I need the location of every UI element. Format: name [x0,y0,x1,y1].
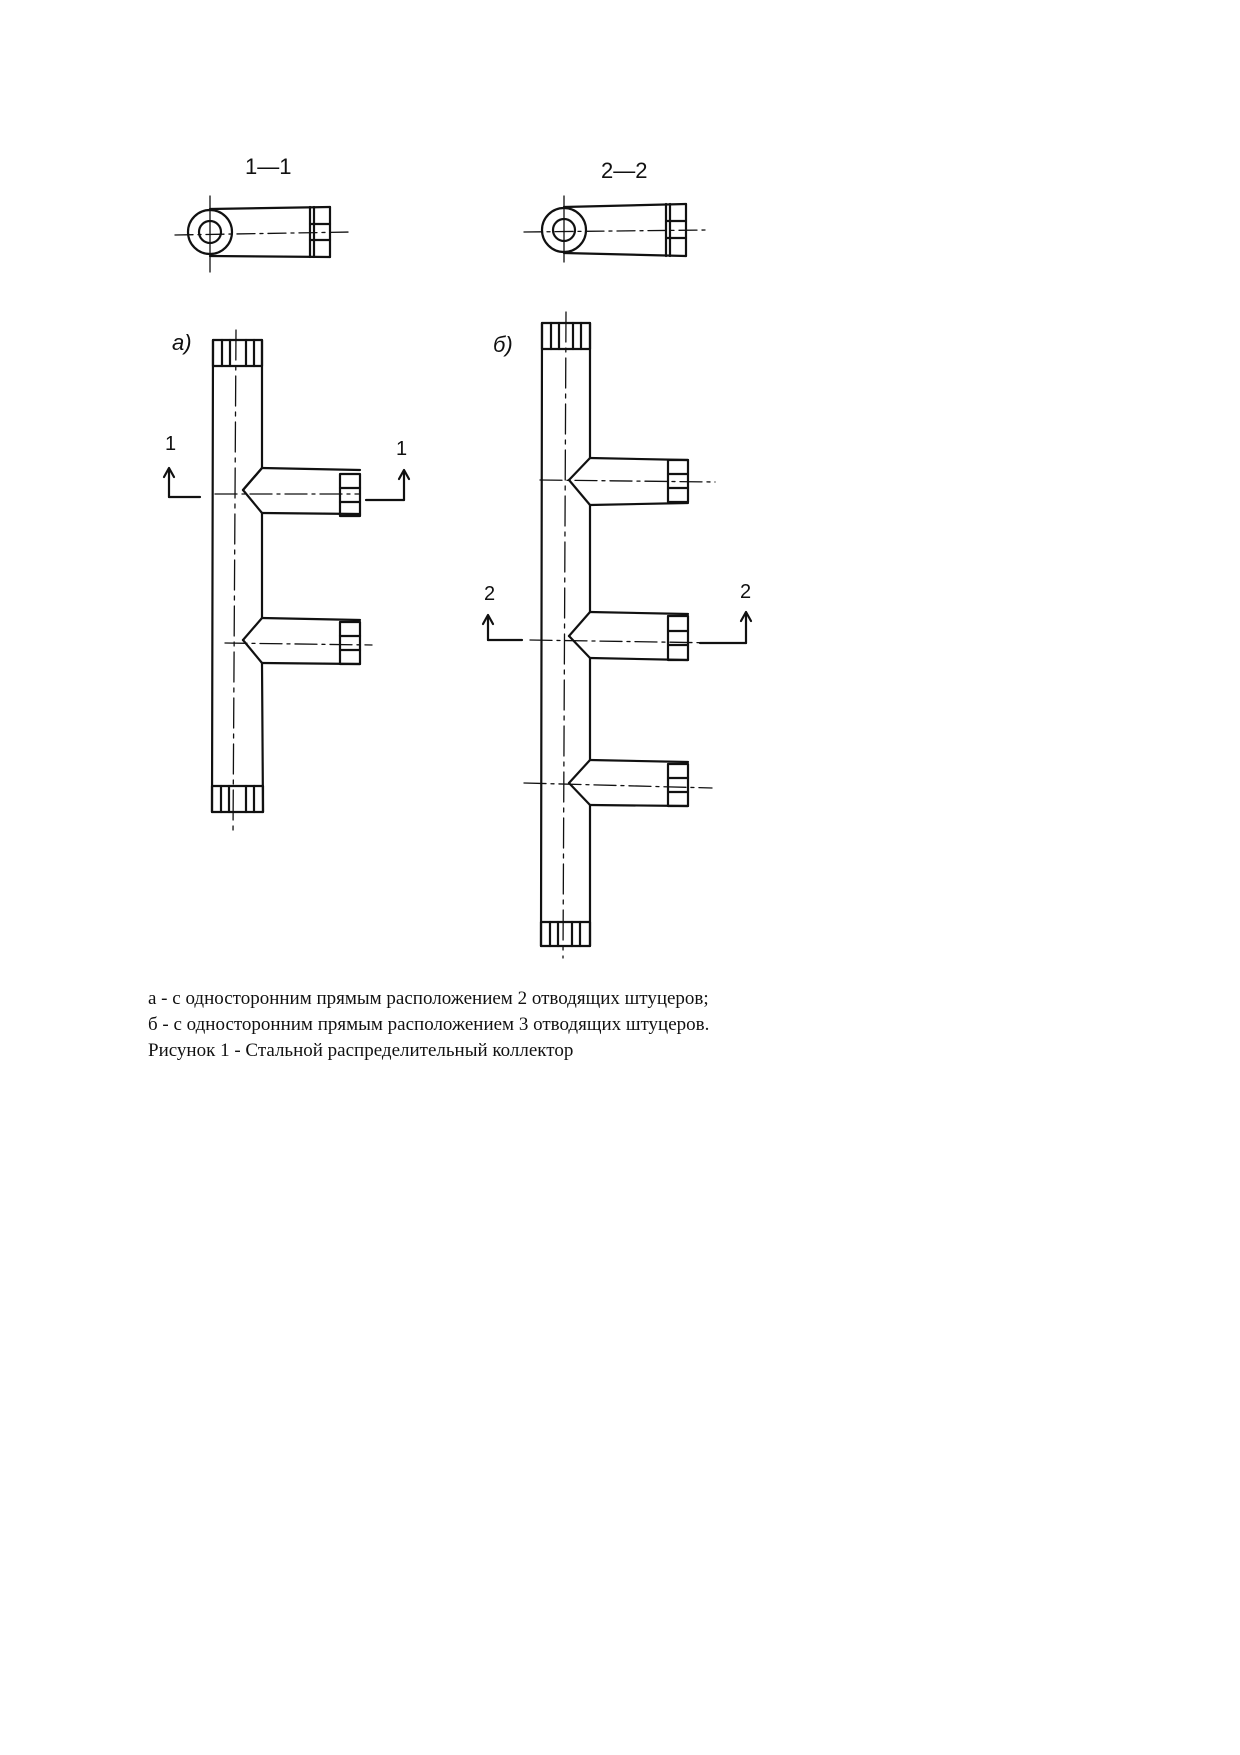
variant-b-pipe-left-wall [541,323,542,946]
cut-line-2-2 [483,612,751,643]
cut-line-1-1 [164,468,409,500]
variant-b-branch-3 [569,760,688,806]
cut-1-right-label: 1 [396,438,408,460]
figure-title: Рисунок 1 - Стальной распределительный коллектор [148,1040,574,1061]
cut-2-right-label: 2 [740,581,752,603]
variant-a-branch-2-thread [340,622,360,664]
variant-a-branch-1-top-wall [262,468,360,470]
variant-b-label: б) [493,332,513,357]
section-1-1-center-axis [175,232,352,235]
variant-b-vertical-axis [563,312,566,958]
variant-b-branch-3-thread [668,764,688,806]
variant-b-collector [483,312,751,958]
variant-a-branch-1-cone [243,468,262,490]
cut-2-axis [530,640,720,643]
section-1-1-body-top [210,207,330,209]
variant-a-branch-1 [243,468,360,516]
variant-b-branch-2-top-wall [590,612,688,614]
cut-2-left-label: 2 [484,583,496,605]
caption-line-a: а - с односторонним прямым расположением 2 отводящих штуцеров; [148,988,709,1009]
section-2-2-center-axis [524,230,706,232]
variant-b-branch-2-cone [569,636,590,658]
section-2-2-label: 2—2 [601,158,648,183]
variant-a-branch-2-cone [243,618,262,640]
cut-1-left-label: 1 [165,433,177,455]
caption-line-b: б - с односторонним прямым расположением 3 отводящих штуцеров. [148,1014,710,1035]
variant-b-branch-1-thread [668,460,688,502]
variant-b-branch-3-cone [569,760,590,783]
variant-b-branch-1-cone [569,458,590,480]
section-2-2-view [524,196,706,262]
variant-a-branch-1-bottom-wall [262,513,360,514]
section-2-2-body-top [564,204,686,207]
variant-b-branch-1-cone [569,480,590,505]
variant-a-bottom-thread [212,786,263,812]
variant-b-branch-2-thread [668,616,688,660]
variant-b-branch-3-top-wall [590,760,688,762]
variant-a-branch-1-thread [340,474,360,516]
variant-b-branch-2-cone [569,612,590,636]
variant-a-pipe-left-wall [212,340,213,812]
section-1-1-view [175,196,352,272]
section-1-1-label: 1—1 [245,154,292,179]
variant-a-label: а) [172,330,192,355]
variant-b-branch-3-cone [569,783,590,805]
variant-a-branch-1-outline [243,468,262,513]
variant-a-vertical-axis [233,330,236,835]
variant-b-branch-2 [569,612,688,660]
variant-b-branch-1-bottom-wall [590,503,688,505]
variant-b-bottom-thread [541,922,590,946]
variant-a-branch-2-top-wall [262,618,360,620]
variant-a-collector [164,330,409,835]
figure-caption [148,986,1048,1064]
variant-b-branch-3-axis [524,783,712,788]
section-2-2-body-bottom [564,253,686,256]
section-1-1-body-bottom [210,256,330,257]
variant-a-branch-2 [243,618,360,664]
